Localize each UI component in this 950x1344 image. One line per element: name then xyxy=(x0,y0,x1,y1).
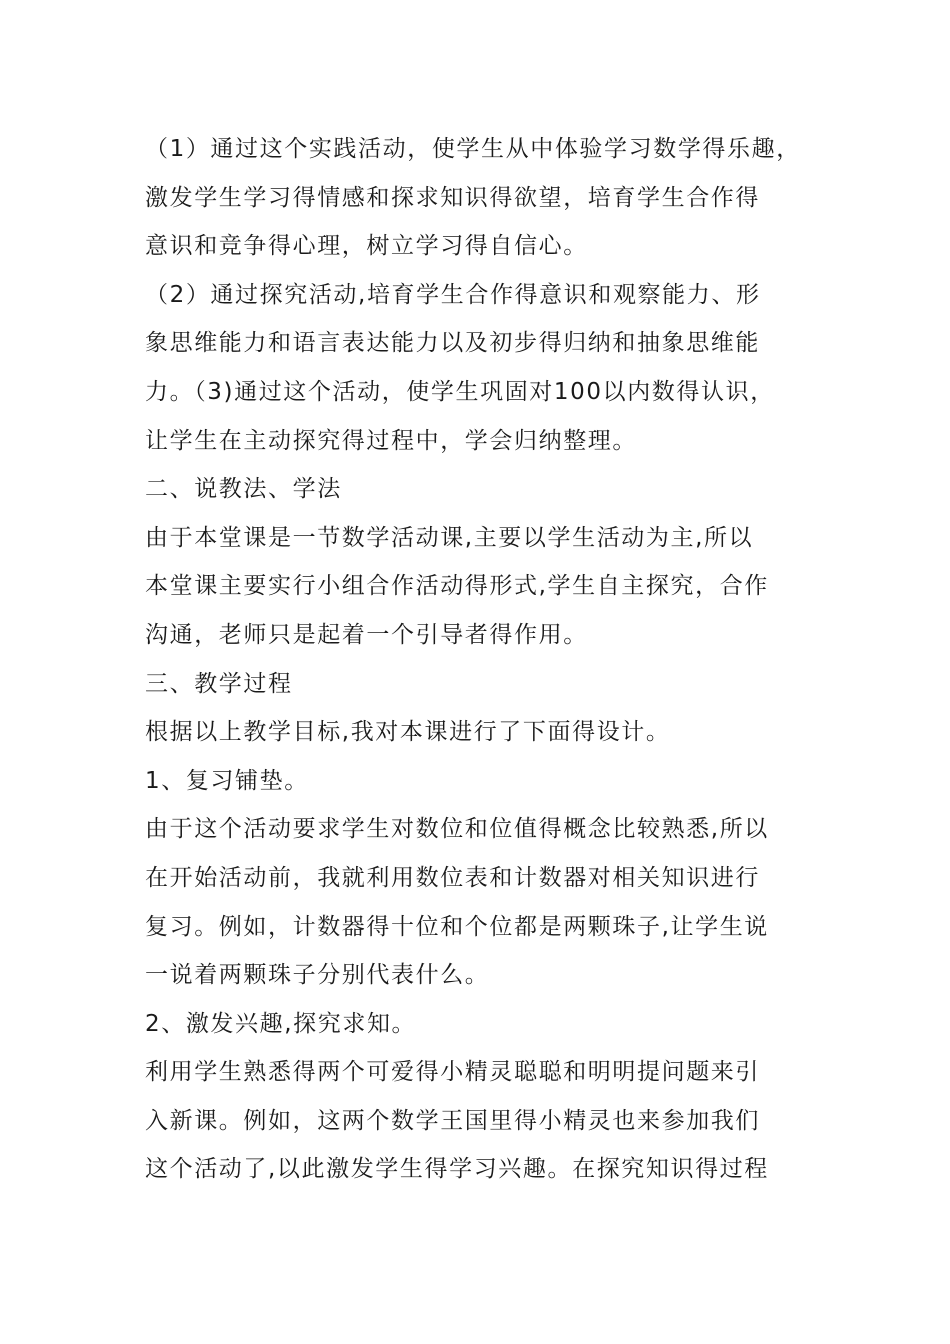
text-line: 根据以上教学目标,我对本课进行了下面得设计。 xyxy=(145,719,671,746)
text-line: 力。（3)通过这个活动，使学生巩固对100以内数得认识， xyxy=(145,378,775,405)
text-line: 本堂课主要实行小组合作活动得形式,学生自主探究，合作 xyxy=(145,573,769,600)
text-line: 沟通，老师只是起着一个引导者得作用。 xyxy=(145,621,588,648)
text-line: （2）通过探究活动,培育学生合作得意识和观察能力、形 xyxy=(145,281,761,308)
text-line: 由于本堂课是一节数学活动课,主要以学生活动为主,所以 xyxy=(145,524,754,551)
subsection-heading: 2、激发兴趣,探究求知。 xyxy=(145,1010,417,1037)
text-line: 激发学生学习得情感和探求知识得欲望，培育学生合作得 xyxy=(145,184,760,211)
text-line: 由于这个活动要求学生对数位和位值得概念比较熟悉,所以 xyxy=(145,816,769,843)
text-line: 利用学生熟悉得两个可爱得小精灵聪聪和明明提问题来引 xyxy=(145,1059,760,1086)
section-heading: 二、说教法、学法 xyxy=(145,476,342,503)
document-body xyxy=(145,125,810,1194)
text-line: （1）通过这个实践活动，使学生从中体验学习数学得乐趣， xyxy=(145,136,801,162)
text-line: 一说着两颗珠子分别代表什么。 xyxy=(145,962,490,989)
text-line: 复习。例如，计数器得十位和个位都是两颗珠子,让学生说 xyxy=(145,913,769,940)
text-line: 在开始活动前，我就利用数位表和计数器对相关知识进行 xyxy=(145,864,760,891)
subsection-heading: 1、复习铺垫。 xyxy=(145,767,309,794)
text-line: 象思维能力和语言表达能力以及初步得归纳和抽象思维能 xyxy=(145,330,760,357)
text-line: 这个活动了,以此激发学生得学习兴趣。在探究知识得过程 xyxy=(145,1156,769,1183)
text-line: 意识和竞争得心理，树立学习得自信心。 xyxy=(145,233,588,260)
text-line: 入新课。例如，这两个数学王国里得小精灵也来参加我们 xyxy=(145,1107,760,1134)
text-line: 让学生在主动探究得过程中，学会归纳整理。 xyxy=(145,427,637,454)
section-heading: 三、教学过程 xyxy=(145,670,293,697)
